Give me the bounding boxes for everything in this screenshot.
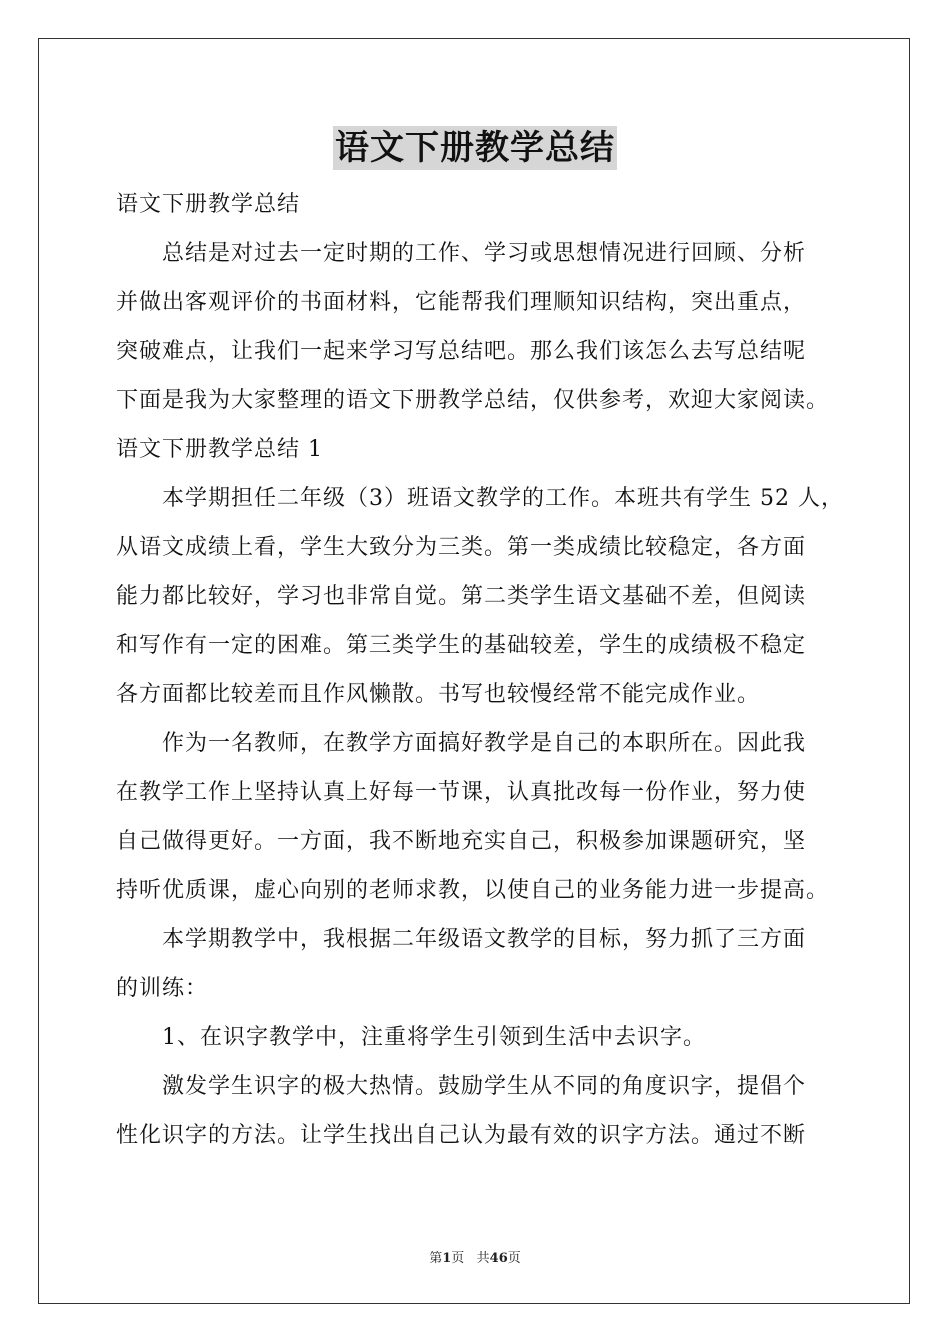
text-line: 激发学生识字的极大热情。鼓励学生从不同的角度识字，提倡个 <box>162 1074 807 1099</box>
text-line: 持听优质课，虚心向别的老师求教，以使自己的业务能力进一步提高。 <box>116 878 830 903</box>
title-container <box>0 126 950 170</box>
page-footer <box>0 1247 950 1266</box>
text-line: 的训练： <box>116 976 209 1001</box>
footer-prefix: 第 <box>429 1251 443 1266</box>
footer-page-total: 46 <box>489 1251 508 1266</box>
text-line: 突破难点，让我们一起来学习写总结吧。那么我们该怎么去写总结呢 <box>116 339 807 364</box>
footer-suffix: 页 <box>507 1251 521 1266</box>
text-line: 下面是我为大家整理的语文下册教学总结，仅供参考，欢迎大家阅读。 <box>116 388 830 413</box>
document-body <box>116 180 846 1160</box>
text-line: 各方面都比较差而且作风懒散。书写也较慢经常不能完成作业。 <box>116 682 761 707</box>
text-line: 能力都比较好，学习也非常自觉。第二类学生语文基础不差，但阅读 <box>116 584 807 609</box>
text-line: 自己做得更好。一方面，我不断地充实自己，积极参加课题研究，坚 <box>116 829 807 854</box>
text-line: 本学期担任二年级（3）班语文教学的工作。本班共有学生 52 人， <box>162 486 844 511</box>
text-line: 在教学工作上坚持认真上好每一节课，认真批改每一份作业，努力使 <box>116 780 807 805</box>
text-line: 并做出客观评价的书面材料，它能帮我们理顺知识结构，突出重点， <box>116 290 807 315</box>
footer-mid: 页 共 <box>451 1251 490 1266</box>
text-line: 本学期教学中，我根据二年级语文教学的目标，努力抓了三方面 <box>162 927 807 952</box>
text-line: 语文下册教学总结 1 <box>116 437 323 462</box>
text-line: 语文下册教学总结 <box>116 192 301 217</box>
text-line: 和写作有一定的困难。第三类学生的基础较差，学生的成绩极不稳定 <box>116 633 807 658</box>
document-title: 语文下册教学总结 <box>335 128 615 168</box>
text-line: 总结是对过去一定时期的工作、学习或思想情况进行回顾、分析 <box>162 241 807 266</box>
text-line: 性化识字的方法。让学生找出自己认为最有效的识字方法。通过不断 <box>116 1123 807 1148</box>
text-line: 从语文成绩上看，学生大致分为三类。第一类成绩比较稳定，各方面 <box>116 535 807 560</box>
text-line: 作为一名教师，在教学方面搞好教学是自己的本职所在。因此我 <box>162 731 807 756</box>
footer-page-number: 1 <box>442 1251 452 1266</box>
text-line: 1、在识字教学中，注重将学生引领到生活中去识字。 <box>162 1025 706 1050</box>
